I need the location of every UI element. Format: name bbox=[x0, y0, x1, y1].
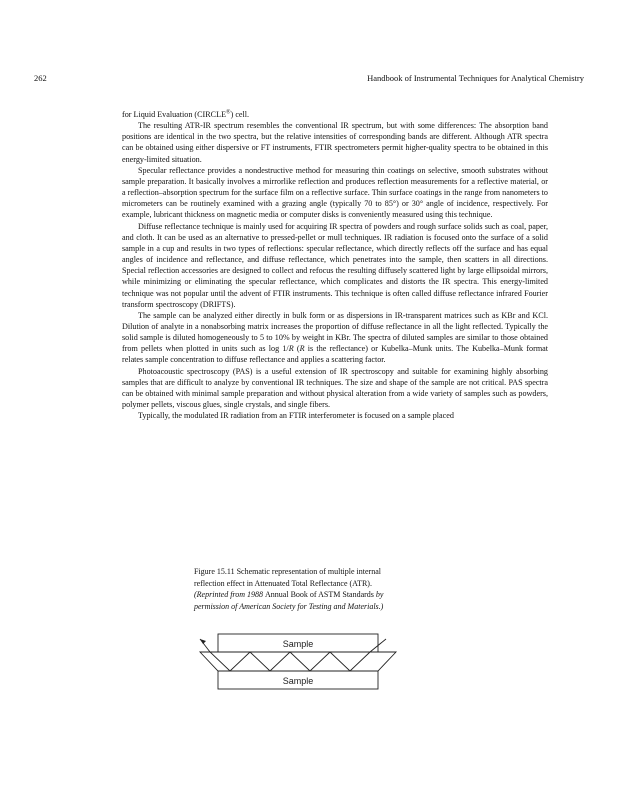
paragraph-text: The sample can be analyzed either directly in bulk form or as dispersions in IR-transparent matrices such as KBr and KCl. Dilution of analyte in a nonabsorbing matrix increases the proportion of diffuse reflectance in all the light reflected. Typically the solid sample is diluted homogeneously to 5 to 10% by weight in KBr. The spectra of diluted samples are similar to those obtained from pellets when plotted in units such as log 1/ bbox=[122, 310, 548, 354]
paragraph-text: for Liquid Evaluation (CIRCLE bbox=[122, 110, 227, 119]
paragraph-text: ( bbox=[293, 344, 300, 354]
paragraph-text: is the reflectance) or Kubelka–Munk units. The Kubelka–Munk format relates sample concentration to diffuse reflectance and applies a scattering factor. bbox=[122, 344, 549, 365]
paragraph-text: ) cell. bbox=[230, 110, 250, 119]
variable-r: R bbox=[288, 344, 294, 354]
caption-italic: by permission of American Society for Testing and Materials.) bbox=[194, 590, 384, 611]
body-text bbox=[122, 109, 548, 421]
sample-label-bottom: Sample bbox=[282, 676, 314, 686]
paragraph-photoacoustic: Photoacoustic spectroscopy (PAS) is a useful extension of IR spectroscopy and suitable for examining highly absorbing samples that are difficult to analyze by conventional IR techniques. The size and shape of the sample are not critical. PAS spectra can be obtained with minimal sample preparation and without physical alteration from a wide variety of samples such as powders, polymer pellets, viscous glues, single crystals, and single fibers. bbox=[122, 366, 548, 410]
figure-caption bbox=[194, 566, 406, 612]
running-title: Handbook of Instrumental Techniques for Analytical Chemistry bbox=[367, 73, 584, 83]
atr-diagram bbox=[196, 628, 416, 708]
caption-text: Figure 15.11 Schematic representation of multiple internal reflection effect in Attenuated Total Reflectance (ATR). bbox=[194, 567, 381, 588]
page-number: 262 bbox=[34, 73, 47, 83]
paragraph-continuation bbox=[122, 109, 548, 120]
variable-r: R bbox=[299, 344, 305, 354]
page-header bbox=[34, 72, 584, 84]
sample-label-top: Sample bbox=[282, 639, 314, 649]
paragraph-sample-analysis bbox=[122, 310, 548, 366]
caption-text: Annual Book of ASTM Standards bbox=[265, 590, 374, 600]
paragraph-specular-reflectance: Specular reflectance provides a nondestructive method for measuring thin coatings on selective, smooth substrates without sample preparation. It basically involves a mirrorlike reflection and produces reflection measurements for a reflective material, or a reflection–absorption spectrum for the surface film on a reflective surface. Thin surface coatings in the range from nanometers to micrometers can be routinely examined with a grazing angle (typically 70 to 85°) or 30° angle of incidence, respectively. For example, lubricant thickness on magnetic media or computer disks is conveniently measured using this technique. bbox=[122, 165, 548, 220]
caption-italic: (Reprinted from 1988 bbox=[194, 590, 266, 600]
registered-mark: ® bbox=[226, 109, 231, 116]
arrowhead-icon bbox=[200, 639, 206, 644]
paragraph-diffuse-reflectance: Diffuse reflectance technique is mainly used for acquiring IR spectra of powders and rough surface solids such as coal, paper, and cloth. It can be used as an alternative to pressed-pellet or mull techniques. IR radiation is focused onto the surface of a solid sample in a cup and results in two types of reflections: specular reflectance, which directly reflects off the surface and has equal angles of incidence and reflectance, and diffuse reflectance, which penetrates into the sample, then scatters in all directions. Special reflection accessories are designed to collect and refocus the resulting diffusely scattered light by large ellipsoidal mirrors, while minimizing or eliminating the specular reflectance, which complicates and distorts the IR spectra. This energy-limited technique was not popular until the advent of FTIR instruments. This technique is often called diffuse reflectance infrared Fourier transform spectroscopy (DRIFTS). bbox=[122, 221, 548, 309]
paragraph-modulated-ir: Typically, the modulated IR radiation from an FTIR interferometer is focused on a sample placed bbox=[138, 411, 454, 421]
paragraph-atr-spectrum: The resulting ATR-IR spectrum resembles the conventional IR spectrum, but with some differences: The absorption band positions are identical in the two spectra, but the relative intensities of corresponding bands are different. Although ATR spectra can be obtained using either dispersive or FT instruments, FTIR spectrometers permit higher-quality spectra to be obtained in this energy-limited situation. bbox=[122, 121, 548, 164]
